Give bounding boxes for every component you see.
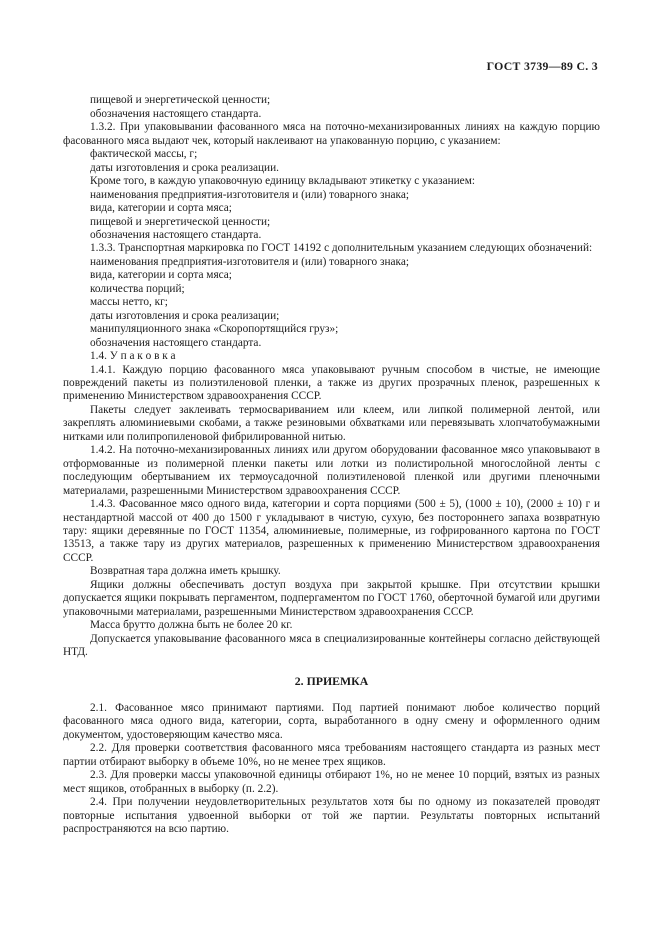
list-line: пищевой и энергетической ценности;	[90, 215, 271, 228]
list-line: 1.4. У п а к о в к а	[90, 350, 176, 363]
paragraph: 2.2. Для проверки соответствия фасованного мяса требованиям настоящего стандарта из разных мест партии отбирают выборку в объеме 10%, но не менее трех ящиков.	[63, 742, 600, 768]
paragraph: 2.4. При получении неудовлетворительных результатов хотя бы по одному из показателей проводят повторные испытания удвоенной выборки от той же партии. Результаты повторных испытаний распространяются на всю партию.	[63, 796, 600, 836]
list-line: даты изготовления и срока реализации.	[90, 161, 279, 174]
list-line: Кроме того, в каждую упаковочную единицу вкладывают этикетку с указанием:	[90, 175, 475, 188]
list-line: наименования предприятия-изготовителя и (или) товарного знака;	[90, 188, 409, 201]
paragraph: Возвратная тара должна иметь крышку.	[90, 565, 281, 578]
document-body	[63, 94, 600, 836]
list-line: обозначения настоящего стандарта.	[90, 107, 262, 120]
paragraph: Допускается упаковывание фасованного мяса в специализированные контейнеры согласно действующей НТД.	[63, 632, 600, 659]
paragraph: Пакеты следует заклеивать термосвариванием или клеем, или липкой полимерной лентой, или закреплять алюминиевыми скобами, а также резиновыми обхватками или перевязывать хлопчатобумажными нитками или полипропиленовой фибрилированной нитью.	[63, 403, 600, 443]
list-line: вида, категории и сорта мяса;	[90, 269, 232, 282]
paragraph: Масса брутто должна быть не более 20 кг.	[90, 619, 293, 632]
list-line: обозначения настоящего стандарта.	[90, 336, 262, 349]
list-line: фактической массы, г;	[90, 148, 198, 161]
list-line: массы нетто, кг;	[90, 296, 168, 309]
paragraph: 1.4.3. Фасованное мясо одного вида, категории и сорта порциями (500 ± 5), (1000 ± 10), (2000 ± 10) г и нестандартной массой от 400 до 1500 г укладывают в чистую, сухую, без постороннего запаха возвратную тару: ящики деревянные по ГОСТ 11354, алюминиевые, полимерные, из гофрированного картона по ГОСТ 13513, а также тару из других материалов, разрешенных к применению Министерством здравоохранения СССР.	[63, 498, 600, 564]
paragraph: 1.4.2. На поточно-механизированных линиях или другом оборудовании фасованное мясо упаковывают в отформованные из полимерной пленки пакеты или лотки из полистирольной многослойной ленты с последующим обертыванием их термоусадочной полиэтиленовой пленкой или другими пленочными материалами, разрешенными Министерством здравоохранения СССР.	[63, 444, 600, 497]
list-line: наименования предприятия-изготовителя и (или) товарного знака;	[90, 255, 409, 268]
section-heading: 2. ПРИЕМКА	[294, 674, 369, 689]
paragraph: 2.1. Фасованное мясо принимают партиями. Под партией понимают любое количество порций фасованного мяса одного вида, категории, сорта, выработанного в одну смену и оформленного одним документом, удостоверяющим качество мяса.	[63, 701, 600, 741]
paragraph: 1.3.2. При упаковывании фасованного мяса на поточно-механизированных линиях на каждую порцию фасованного мяса выдают чек, который наклеивают на упакованную порцию, с указанием:	[63, 121, 600, 147]
list-line: даты изготовления и срока реализации;	[90, 309, 280, 322]
list-line: манипуляционного знака «Скоропортящийся груз»;	[90, 323, 339, 336]
list-line: количества порций;	[90, 282, 185, 295]
paragraph: 1.4.1. Каждую порцию фасованного мяса упаковывают ручным способом в чистые, не имеющие повреждений пакеты из полиэтиленовой пленки, а также из других прозрачных пленок, разрешенных к применению Министерством здравоохранения СССР.	[63, 363, 600, 403]
paragraph: Ящики должны обеспечивать доступ воздуха при закрытой крышке. При отсутствии крышки допускается ящики покрывать пергаментом, подпергаментом по ГОСТ 1760, оберточной бумагой или другими упаковочными материалами, разрешенными Министерством здравоохранения СССР.	[63, 578, 600, 618]
paragraph: 1.3.3. Транспортная маркировка по ГОСТ 14192 с дополнительным указанием следующих обозначений:	[90, 242, 593, 255]
paragraph: 2.3. Для проверки массы упаковочной единицы отбирают 1%, но не менее 10 порций, взятых из разных мест ящиков, отобранных в выборку (п. 2.2).	[63, 769, 600, 795]
list-line: обозначения настоящего стандарта.	[90, 228, 262, 241]
list-line: вида, категории и сорта мяса;	[90, 202, 232, 215]
page-header: ГОСТ 3739—89 С. 3	[486, 59, 598, 73]
list-line: пищевой и энергетической ценности;	[90, 94, 271, 107]
